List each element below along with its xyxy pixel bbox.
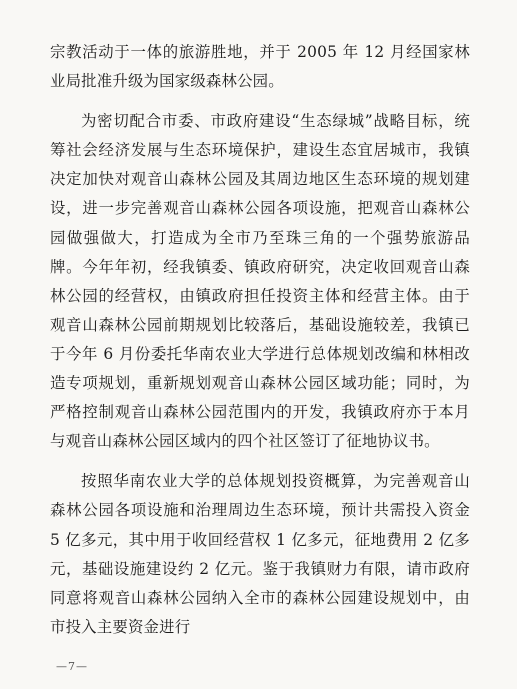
paragraph-1: 宗教活动于一体的旅游胜地，并于 2005 年 12 月经国家林业局批准升级为国家级森林公园。 [50,43,470,91]
paragraph-3: 按照华南农业大学的总体规划投资概算，为完善观音山森林公园各项设施和治理周边生态环境，预计共需投入资金 5 亿多元，其中用于收回经营权 1 亿多元，征地费用 2 亿多元，基础设施建设约 2 亿元。鉴于我镇财力有限，请市政府同意将观音山森林公园纳入全市的森林公园建设规划中，由市投入主要资金进行 [50,472,470,636]
page-number: —7— [56,660,88,673]
document-body [50,38,470,642]
paragraph-2: 为密切配合市委、市政府建设“生态绿城”战略目标，统筹社会经济发展与生态环境保护，建设生态宜居城市，我镇决定加快对观音山森林公园及其周边地区生态环境的规划建设，进一步完善观音山森林公园各项设施，把观音山森林公园做强做大，打造成为全市乃至珠三角的一个强势旅游品牌。今年年初，经我镇委、镇政府研究，决定收回观音山森林公园的经营权，由镇政府担任投资主体和经营主体。由于观音山森林公园前期规划比较落后，基础设施较差，我镇已于今年 6 月份委托华南农业大学进行总体规划改编和林相改造专项规划，重新规划观音山森林公园区域功能；同时，为严格控制观音山森林公园范围内的开发，我镇政府亦于本月与观音山森林公园区域内的四个社区签订了征地协议书。 [50,112,470,451]
